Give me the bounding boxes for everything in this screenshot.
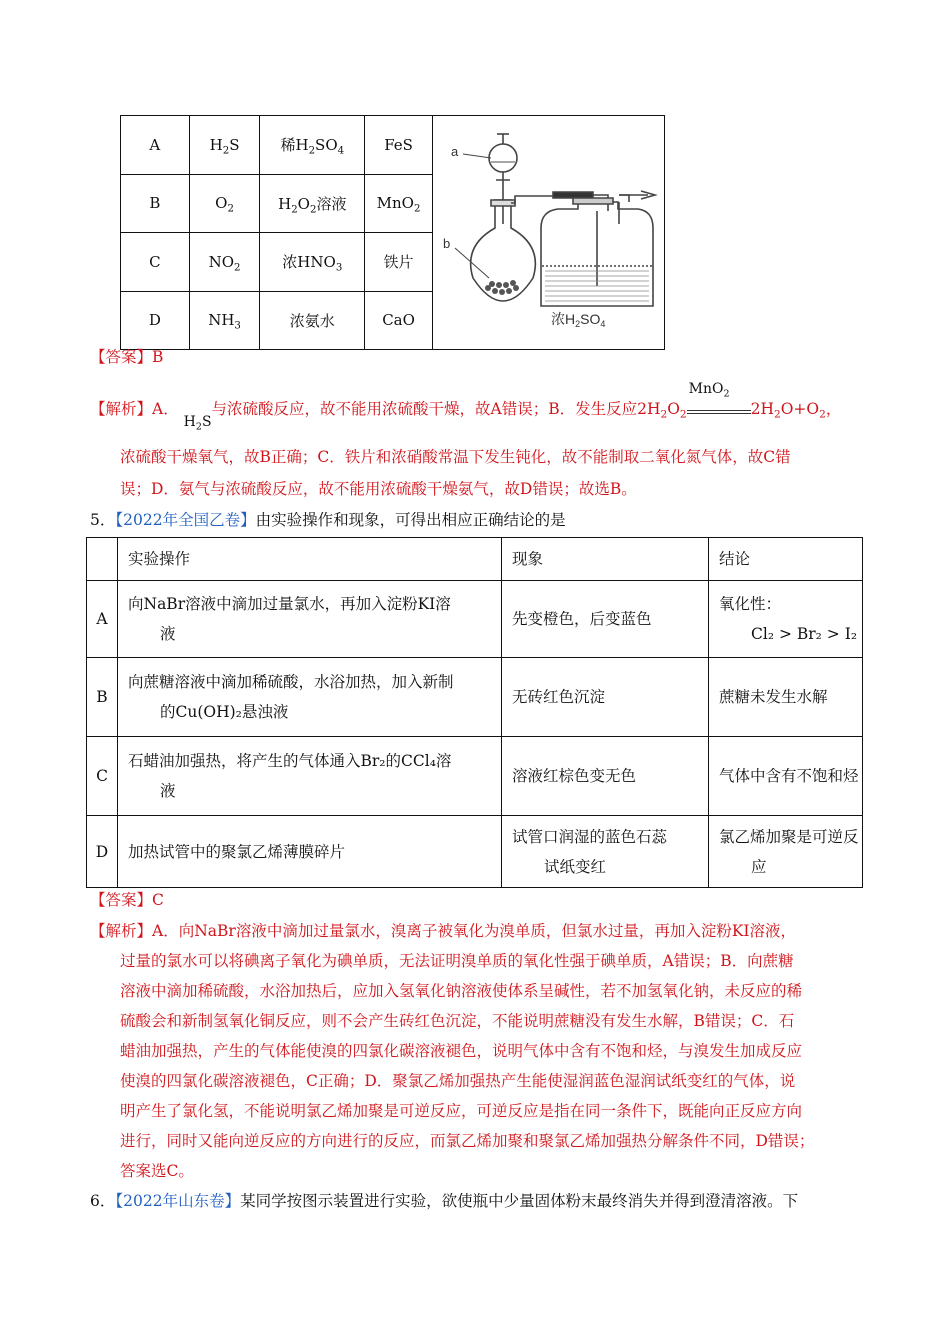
funnel-stem [496,172,510,186]
reagent-cell: 浓$HNO_3$ [260,233,365,292]
q5-analysis-line: 硫酸会和新制氢氧化铜反应，则不会产生砖红色沉淀，不能说明蔗糖没有发生水解，B错误；C．石 [120,1012,795,1030]
reagent-cell: $H_2O_2$溶液 [260,174,365,233]
solid-cell: 铁片 [365,233,433,292]
operation-cell: 向NaBr溶液中滴加过量氯水，再加入淀粉KI溶 液 [118,581,502,658]
catalyst-label: MnO$_2$ [688,381,730,400]
header-label [87,538,118,581]
reaction-condition [687,381,751,414]
phenomenon-cell: 试管口润湿的蓝色石蕊 试纸变红 [502,816,709,888]
apparatus-diagram [433,116,664,345]
phenomenon-cell: 溶液红棕色变无色 [502,737,709,816]
q5-analysis-line: 蜡油加强热，产生的气体能使溴的四氯化碳溶液褪色，说明气体中含有不饱和烃，与溴发生加成反应 [120,1042,803,1060]
table-header-row [87,538,863,581]
q5-answer: 【答案】C [90,891,164,909]
solid-cell: CaO [365,291,433,350]
q5-source: 【2022年全国乙卷】 [115,511,256,529]
gas-cell: $O_2$ [189,174,260,233]
row-label: D [87,816,118,888]
bottle-label: 浓$H_2SO_4$ [551,311,606,329]
table-row [87,737,863,816]
q5-analysis-line: 使溴的四氯化碳溶液褪色，C正确；D．聚氯乙烯加强热产生能使湿润蓝色湿润试纸变红的气体，说 [120,1072,796,1090]
q5-analysis-line: 溶液中滴加稀硫酸，水浴加热后，应加入氢氧化钠溶液使体系呈碱性，若不加氢氧化钠，未反应的稀 [120,982,803,1000]
operation-cell: 向蔗糖溶液中滴加稀硫酸，水浴加热，加入新制 的Cu(OH)₂悬浊液 [118,658,502,737]
operation-cell: 加热试管中的聚氯乙烯薄膜碎片 [118,816,502,888]
q4-answer: 【答案】B [90,348,164,366]
row-label: A [121,116,190,175]
header-operation: 实验操作 [118,538,502,581]
conclusion-cell: 氧化性： Cl₂ > Br₂ > I₂ [709,581,863,658]
reagent-cell: 浓氨水 [260,291,365,350]
q6-stem: 6．【2022年山东卷】某同学按图示装置进行实验，欲使瓶中少量固体粉末最终消失并得到澄清溶液。下 [90,1192,799,1210]
table-row [87,816,863,888]
q5-analysis-line: 过量的氯水可以将碘离子氧化为碘单质，无法证明溴单质的氧化性强于碘单质，A错误；B．向蔗糖 [120,952,794,970]
apparatus-cell [433,116,665,350]
gas-cell: $NO_2$ [189,233,260,292]
label-b: b [443,236,451,251]
reagent-cell: 稀$H_2SO_4$ [260,116,365,175]
q5-stem: 5．【2022年全国乙卷】由实验操作和现象，可得出相应正确结论的是 [90,511,566,529]
conclusion-cell: 气体中含有不饱和烃 [709,737,863,816]
q4-table [120,115,665,350]
solid-cell: MnO$_2$ [365,174,433,233]
row-label: C [87,737,118,816]
label-a: a [451,144,459,159]
q5-table [86,537,863,888]
table-row [87,658,863,737]
h2s-formula: $H_2S$ [183,414,212,433]
table-row [87,581,863,658]
q4-analysis-line3: 误；D．氨气与浓硫酸反应，故不能用浓硫酸干燥氨气，故D错误；故选B。 [120,480,637,498]
row-label: C [121,233,190,292]
q4-analysis-line1: 【解析】A． $H_2S$与浓硫酸反应，故不能用浓硫酸干燥，故A错误；B．发生反应$2H_2O_2$ MnO$_2$ $2H_2O+O_2$， [90,392,870,427]
phenomenon-cell: 先变橙色，后变蓝色 [502,581,709,658]
table-row [121,116,665,175]
operation-cell: 石蜡油加强热，将产生的气体通入Br₂的CCl₄溶 液 [118,737,502,816]
q5-analysis-line: 明产生了氯化氢，不能说明氯乙烯加聚是可逆反应，可逆反应是指在同一条件下，既能向正反应方向 [120,1102,803,1120]
header-conclusion: 结论 [709,538,863,581]
solid-particles [485,280,519,295]
conclusion-cell: 氯乙烯加聚是可逆反 应 [709,816,863,888]
solid-cell: FeS [365,116,433,175]
row-label: A [87,581,118,658]
gas-cell: $NH_3$ [189,291,260,350]
gas-cell: $H_2S$ [189,116,260,175]
funnel-bulb [489,144,517,172]
conclusion-cell: 蔗糖未发生水解 [709,658,863,737]
header-phenomenon: 现象 [502,538,709,581]
q6-source: 【2022年山东卷】 [115,1192,241,1210]
row-label: D [121,291,190,350]
q5-analysis-line: 【解析】A．向NaBr溶液中滴加过量氯水，溴离子被氧化为溴单质，但氯水过量，再加入淀粉KI溶液， [90,922,797,940]
q5-analysis-line: 进行，同时又能向逆反应的方向进行的反应，而氯乙烯加聚和聚氯乙烯加强热分解条件不同，D错误； [120,1132,815,1150]
phenomenon-cell: 无砖红色沉淀 [502,658,709,737]
row-label: B [87,658,118,737]
q5-analysis-line: 答案选C。 [120,1162,194,1180]
equals-sign [687,410,751,414]
row-label: B [121,174,190,233]
q4-analysis-line2: 浓硫酸干燥氧气，故B正确；C．铁片和浓硝酸常温下发生钝化，故不能制取二氧化氮气体，故C错 [120,448,791,466]
